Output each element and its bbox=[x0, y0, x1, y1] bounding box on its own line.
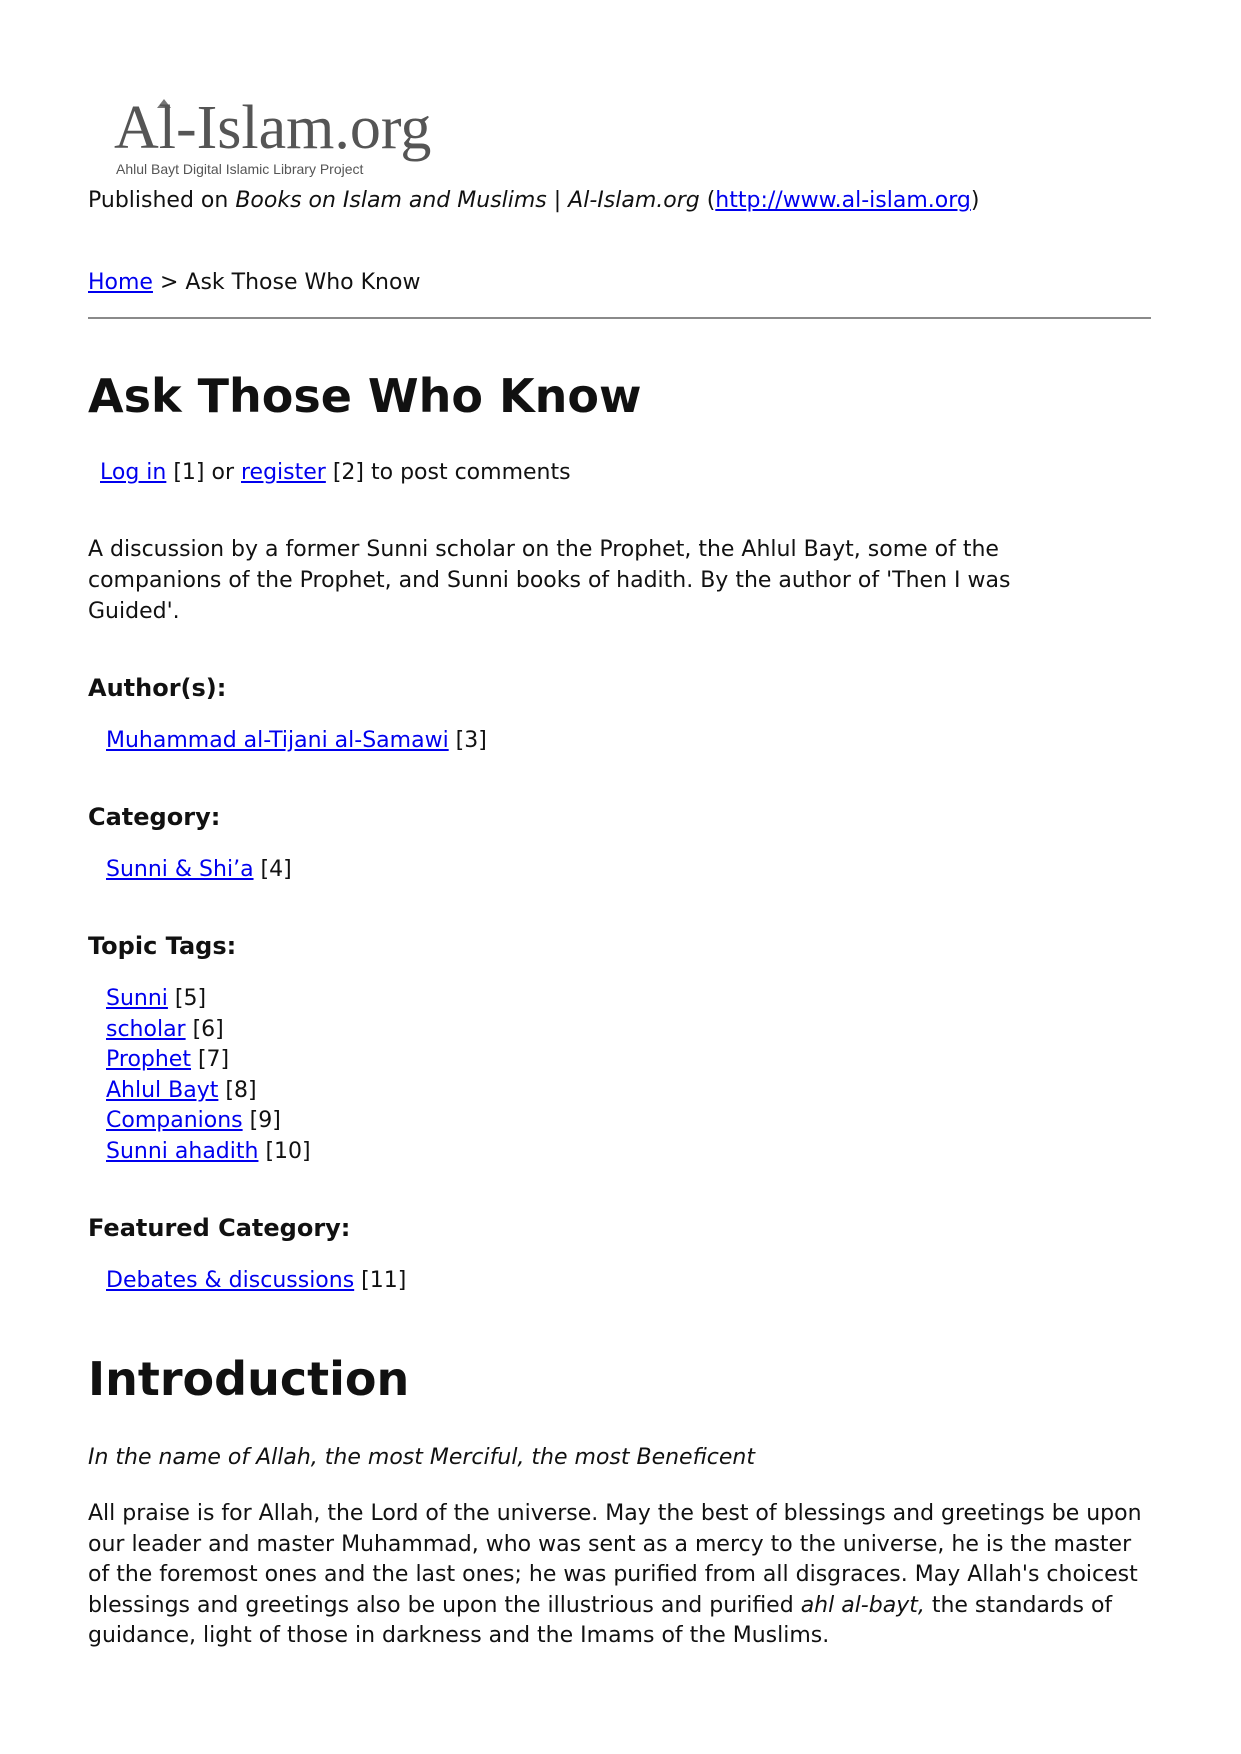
category-heading: Category: bbox=[88, 803, 221, 831]
reference-number: [5] bbox=[167, 986, 207, 1011]
comment-prompt-rest: [2] to post comments bbox=[325, 460, 571, 485]
login-link[interactable]: Log in bbox=[100, 460, 167, 485]
list-item bbox=[106, 726, 487, 757]
paragraph-text: All praise is for Allah, the Lord of the universe. May the best of blessings and greetings be upon our leader and master Muhammad, who was sent as a mercy to the universe, he is the master of the foremost ones and the last ones; he was purified from all disgraces. May Allah's choicest blessings and greetings also be upon the illustrious and purified bbox=[88, 1501, 1142, 1618]
register-link[interactable]: register bbox=[241, 460, 326, 485]
reference-number: [7] bbox=[190, 1047, 230, 1072]
site-name: Books on Islam and Muslims | Al-Islam.org bbox=[235, 188, 700, 213]
introduction-heading: Introduction bbox=[88, 1352, 410, 1406]
bismillah-line: In the name of Allah, the most Merciful, the most Beneficent bbox=[88, 1445, 756, 1470]
page-title: Ask Those Who Know bbox=[88, 369, 642, 423]
reference-number: [6] bbox=[185, 1016, 224, 1042]
introduction-paragraph bbox=[88, 1499, 1153, 1652]
published-line bbox=[88, 186, 979, 216]
site-url-link[interactable]: http://www.al-islam.org bbox=[715, 188, 971, 213]
list-item bbox=[106, 855, 292, 886]
logo-text: Al-Islam.org bbox=[114, 94, 432, 162]
topic-tags-heading: Topic Tags: bbox=[88, 932, 237, 960]
authors-list bbox=[106, 726, 487, 757]
tag-link[interactable]: Sunni bbox=[106, 986, 168, 1011]
tag-link[interactable]: Companions bbox=[106, 1108, 243, 1133]
list-item bbox=[106, 1137, 311, 1168]
logo-tagline: Ahlul Bayt Digital Islamic Library Project bbox=[116, 161, 364, 177]
breadcrumb-current: Ask Those Who Know bbox=[185, 270, 421, 295]
reference-number: [4] bbox=[253, 857, 292, 882]
author-link[interactable]: Muhammad al-Tijani al-Samawi bbox=[106, 728, 449, 753]
tag-link[interactable]: Sunni ahadith bbox=[106, 1138, 259, 1164]
authors-heading: Author(s): bbox=[88, 674, 227, 702]
list-item bbox=[106, 1266, 406, 1297]
tag-link[interactable]: scholar bbox=[106, 1016, 186, 1042]
reference-number: [8] bbox=[218, 1077, 257, 1103]
list-item bbox=[106, 1106, 311, 1137]
breadcrumb-separator: > bbox=[152, 270, 186, 295]
comment-prompt bbox=[100, 458, 571, 488]
site-logo[interactable] bbox=[114, 92, 474, 180]
reference-number: [3] bbox=[448, 728, 487, 753]
login-ref: [1] or bbox=[166, 460, 241, 485]
breadcrumb-home-link[interactable]: Home bbox=[88, 270, 153, 295]
featured-category-link[interactable]: Debates & discussions bbox=[106, 1268, 355, 1293]
logo-graphic bbox=[114, 92, 474, 180]
published-close: ) bbox=[970, 188, 980, 213]
paragraph-text-end: the standards of guidance, light of those in darkness and the Imams of the Muslims. bbox=[88, 1592, 1113, 1648]
topic-tags-list bbox=[106, 984, 311, 1167]
list-item bbox=[106, 1045, 311, 1076]
header-divider bbox=[88, 317, 1151, 319]
list-item bbox=[106, 1015, 311, 1046]
featured-category-list bbox=[106, 1266, 406, 1297]
list-item bbox=[106, 1076, 311, 1107]
tag-link[interactable]: Ahlul Bayt bbox=[106, 1077, 219, 1103]
category-link[interactable]: Sunni & Shi’a bbox=[106, 857, 254, 882]
paragraph-emphasis: ahl al-bayt, bbox=[800, 1592, 925, 1618]
tag-link[interactable]: Prophet bbox=[106, 1047, 191, 1072]
breadcrumb bbox=[88, 268, 420, 298]
reference-number: [10] bbox=[258, 1138, 311, 1164]
published-prefix: Published on bbox=[88, 188, 236, 213]
list-item bbox=[106, 984, 311, 1015]
category-list bbox=[106, 855, 292, 886]
book-summary: A discussion by a former Sunni scholar on the Prophet, the Ahlul Bayt, some of the companions of the Prophet, and Sunni books of hadith. By the author of 'Then I was Guided'. bbox=[88, 537, 1011, 624]
reference-number: [9] bbox=[242, 1108, 281, 1133]
reference-number: [11] bbox=[354, 1268, 407, 1293]
published-open: ( bbox=[699, 188, 716, 213]
featured-category-heading: Featured Category: bbox=[88, 1214, 351, 1242]
